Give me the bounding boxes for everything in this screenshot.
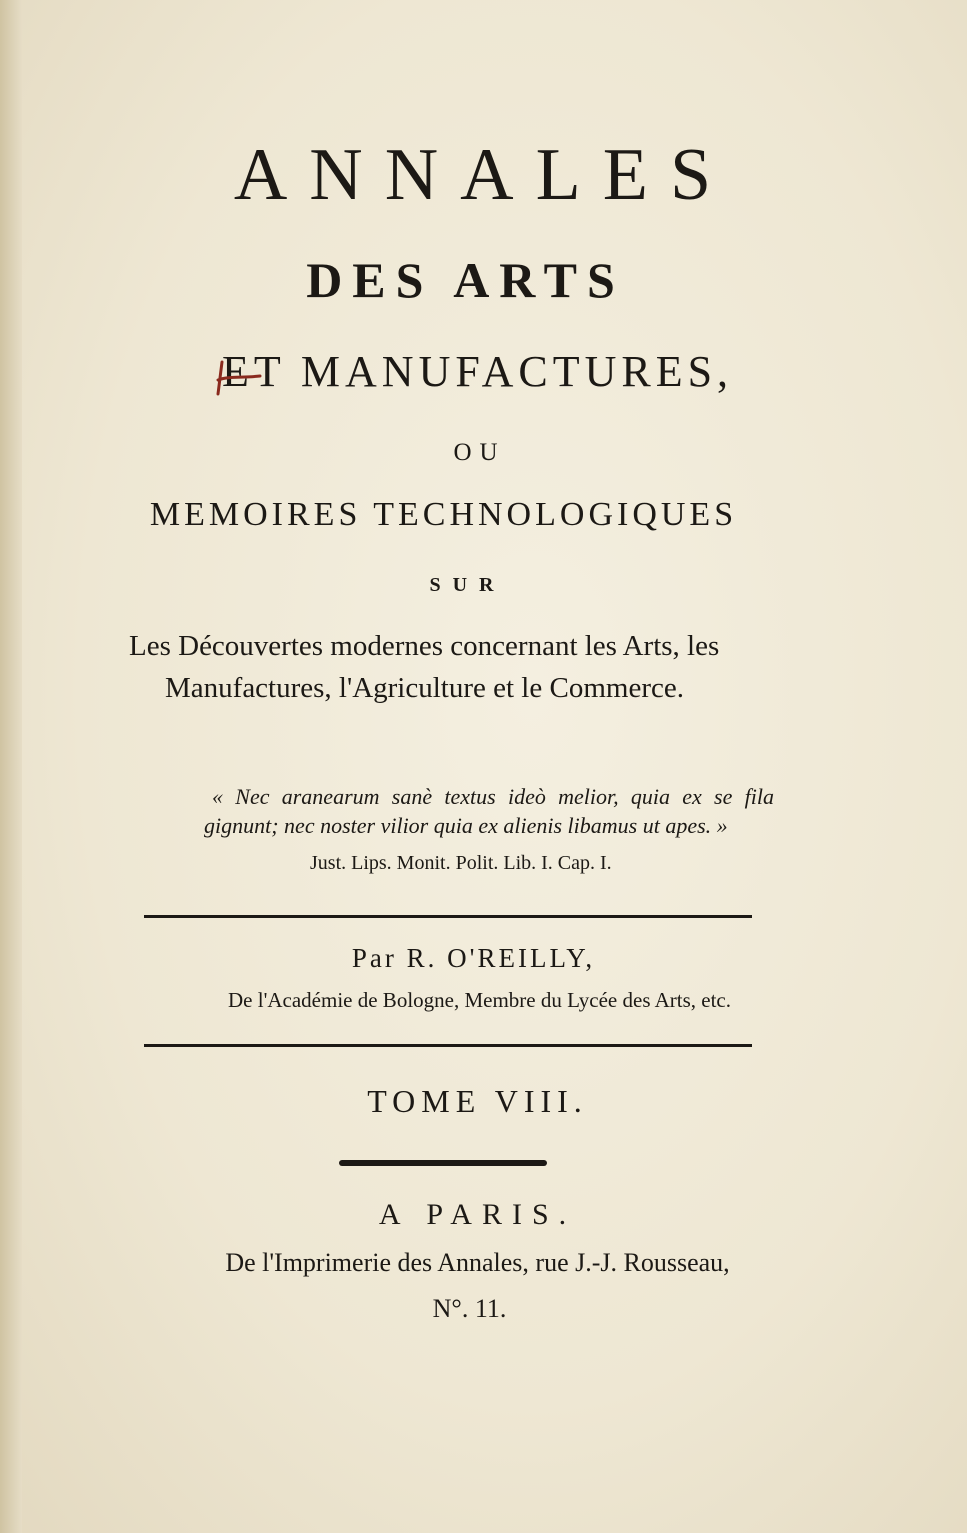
ornamental-bar <box>339 1160 547 1166</box>
subtitle-memoires: MEMOIRES TECHNOLOGIQUES <box>149 496 738 533</box>
description-paragraph: Les Découvertes modernes concernant les Arts, les Manufactures, l'Agriculture et le Commerce. <box>129 630 720 704</box>
book-title: ANNALES <box>233 134 734 216</box>
handwritten-ink-mark <box>194 358 264 398</box>
author-affiliation: De l'Académie de Bologne, Membre du Lycée des Arts, etc. <box>228 988 731 1012</box>
divider-rule-bottom <box>144 1044 752 1047</box>
epigraph: « Nec aranearum sanè textus ideò melior, quia ex se fila gignunt; nec noster vilior quia ex alienis libamus ut apes. » <box>204 784 774 838</box>
volume-number: TOME VIII. <box>367 1083 588 1119</box>
subtitle-manufactures: ET MANUFACTURES, <box>221 347 734 396</box>
divider-rule-top <box>144 915 752 918</box>
imprint-street-number: N°. 11. <box>432 1294 507 1323</box>
author-line: Par R. O'REILLY, <box>351 943 596 973</box>
preposition-sur: SUR <box>429 574 506 596</box>
conjunction-ou: OU <box>453 439 506 466</box>
imprint-printer: De l'Imprimerie des Annales, rue J.-J. Rousseau, <box>225 1248 730 1277</box>
subtitle-des-arts: DES ARTS <box>306 252 625 308</box>
imprint-city: A PARIS. <box>378 1198 577 1231</box>
epigraph-citation: Just. Lips. Monit. Polit. Lib. I. Cap. I. <box>310 852 612 874</box>
